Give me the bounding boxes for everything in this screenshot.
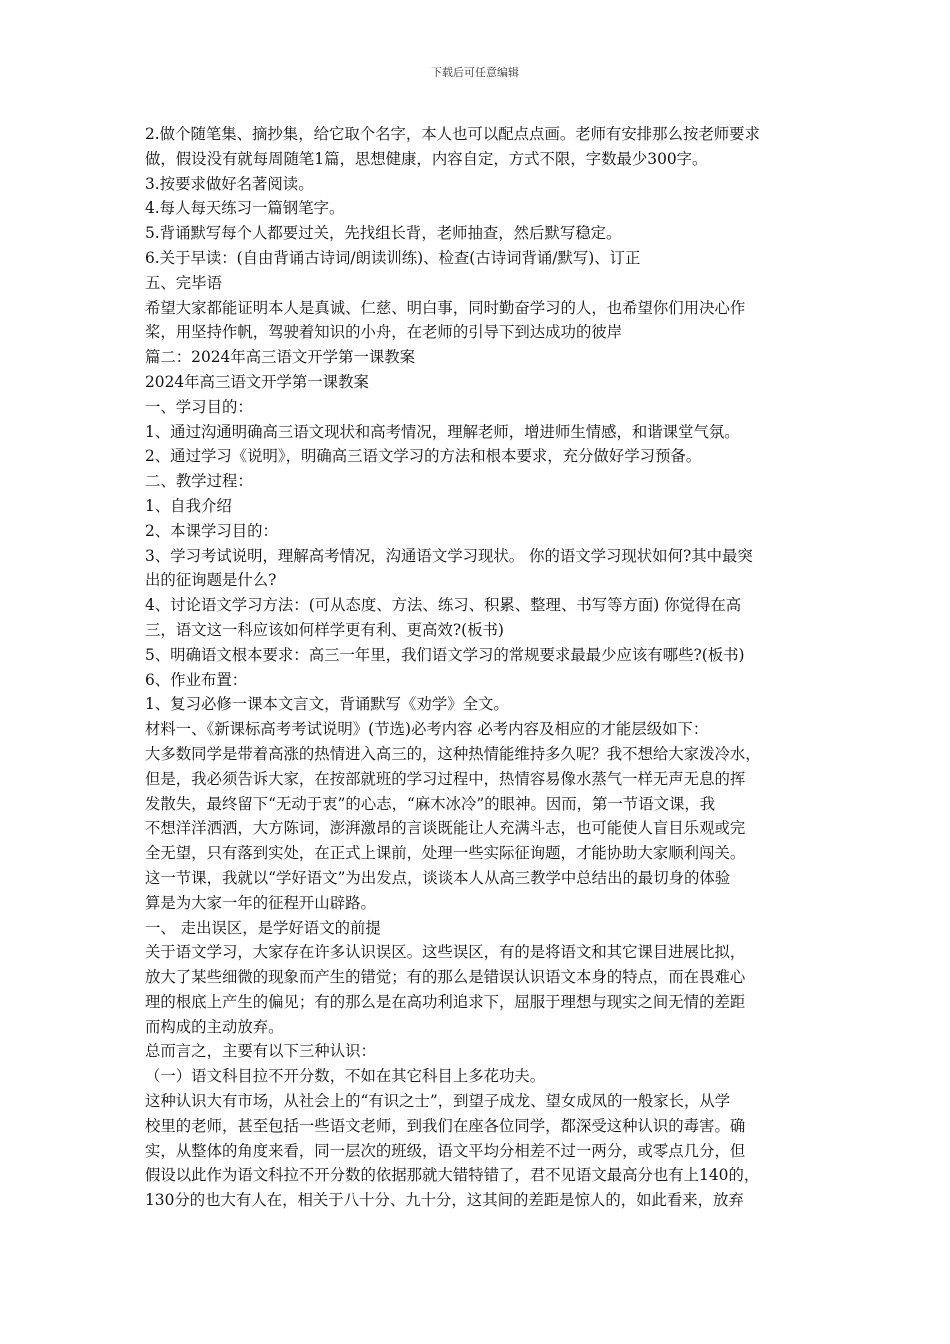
- text-line: 理的根底上产生的偏见；有的那么是在高功利追求下，屈服于理想与现实之间无情的差距: [145, 992, 746, 1011]
- text-line: 5、明确语文根本要求：高三一年里，我们语文学习的常规要求最最少应该有哪些?(板书): [145, 645, 745, 664]
- text-line: 放大了某些细微的现象而产生的错觉；有的那么是错误认识语文本身的特点，而在畏难心: [145, 968, 746, 987]
- text-line: 篇二：2024年高三语文开学第一课教案: [145, 348, 416, 367]
- text-line: 全无望，只有落到实处，在正式上课前，处理一些实际征询题，才能协助大家顺利闯关。: [145, 844, 746, 863]
- text-line: 5.背诵默写每个人都要过关，先找组长背，老师抽查，然后默写稳定。: [145, 224, 622, 243]
- text-line: 算是为大家一年的征程开山辟路。: [145, 893, 376, 912]
- text-line: 1、通过沟通明确高三语文现状和高考情况，理解老师，增进师生情感，和谐课堂气氛。: [145, 422, 740, 441]
- text-line: 而构成的主动放弃。: [145, 1017, 284, 1036]
- text-line: 6、作业布置：: [145, 670, 248, 689]
- text-line: 这种认识大有市场，从社会上的“有识之士”，到望子成龙、望女成凤的一般家长，从学: [145, 1092, 731, 1111]
- text-line: 不想洋洋洒洒，大方陈词，澎湃激昂的言谈既能让人充满斗志，也可能使人盲目乐观或完: [145, 819, 746, 838]
- text-line: 出的征询题是什么?: [145, 571, 277, 590]
- text-line: 做，假设没有就每周随笔1篇，思想健康，内容自定，方式不限，字数最少300字。: [145, 149, 708, 168]
- text-line: 三，语文这一科应该如何样学更有利、更高效?(板书): [145, 620, 504, 639]
- text-line: 3、学习考试说明，理解高考情况，沟通语文学习现状。 你的语文学习现状如何?其中最突: [145, 546, 753, 565]
- text-line: 但是，我必须告诉大家，在按部就班的学习过程中，热情容易像水蒸气一样无声无息的挥: [145, 769, 746, 788]
- text-line: 130分的也大有人在，相关于八十分、九十分，这其间的差距是惊人的，如此看来，放弃: [145, 1191, 744, 1210]
- text-line: 1、复习必修一课本文言文，背诵默写《劝学》全文。: [145, 695, 509, 714]
- text-line: 这一节课，我就以“学好语文”为出发点，谈谈本人从高三教学中总结出的最切身的体验: [145, 868, 731, 887]
- text-line: 关于语文学习，大家存在许多认识误区。这些误区，有的是将语文和其它课目进展比拟，: [145, 943, 746, 962]
- page-header: 下载后可任意编辑: [431, 66, 519, 79]
- text-line: 一、学习目的：: [145, 397, 253, 416]
- text-line: 2、本课学习目的：: [145, 521, 278, 540]
- text-line: 校里的老师，甚至包括一些语文老师，到我们在座各位同学，都深受这种认识的毒害。确: [145, 1116, 746, 1135]
- text-line: 2.做个随笔集、摘抄集，给它取个名字，本人也可以配点点画。老师有安排那么按老师要求: [145, 125, 760, 143]
- text-line: 3.按要求做好名著阅读。: [145, 174, 314, 193]
- text-line: 希望大家都能证明本人是真诚、仁慈、明白事，同时勤奋学习的人，也希望你们用决心作: [145, 298, 746, 317]
- text-line: 2024年高三语文开学第一课教案: [145, 372, 369, 391]
- text-line: 大多数同学是带着高涨的热情进入高三的，这种热情能维持多久呢？我不想给大家泼冷水，: [145, 744, 761, 763]
- text-line: 五、完毕语: [145, 273, 222, 292]
- text-line: 二、教学过程：: [145, 472, 253, 491]
- text-line: 发散失，最终留下“无动于衷”的心志，“麻木冰冷”的眼神。因而，第一节语文课，我: [145, 794, 716, 813]
- text-line: 总而言之，主要有以下三种认识：: [145, 1042, 376, 1061]
- text-line: 1、自我介绍: [145, 496, 232, 515]
- document-body: [145, 122, 817, 1213]
- text-line: 假设以此作为语文科拉不开分数的依据那就大错特错了，君不见语文最高分也有上140的，: [145, 1166, 760, 1185]
- text-line: 实，从整体的角度来看，同一层次的班级，语文平均分相差不过一两分，或零点几分，但: [145, 1141, 746, 1160]
- text-line: 2、通过学习《说明》，明确高三语文学习的方法和根本要求，充分做好学习预备。: [145, 447, 702, 466]
- text-line: 一、 走出误区，是学好语文的前提: [145, 918, 381, 937]
- text-line: 4、讨论语文学习方法：(可从态度、方法、练习、积累、整理、书写等方面) 你觉得在高: [145, 596, 742, 615]
- text-line: 材料一、《新课标高考考试说明》(节选)必考内容 必考内容及相应的才能层级如下：: [145, 720, 709, 739]
- text-line: 桨，用坚持作帆，驾驶着知识的小舟，在老师的引导下到达成功的彼岸: [145, 323, 623, 342]
- text-line: （一）语文科目拉不开分数，不如在其它科目上多花功夫。: [145, 1067, 546, 1086]
- text-line: 4.每人每天练习一篇钢笔字。: [145, 199, 345, 218]
- text-line: 6.关于早读：(自由背诵古诗词/朗读训练)、检查(古诗词背诵/默写)、订正: [145, 248, 641, 267]
